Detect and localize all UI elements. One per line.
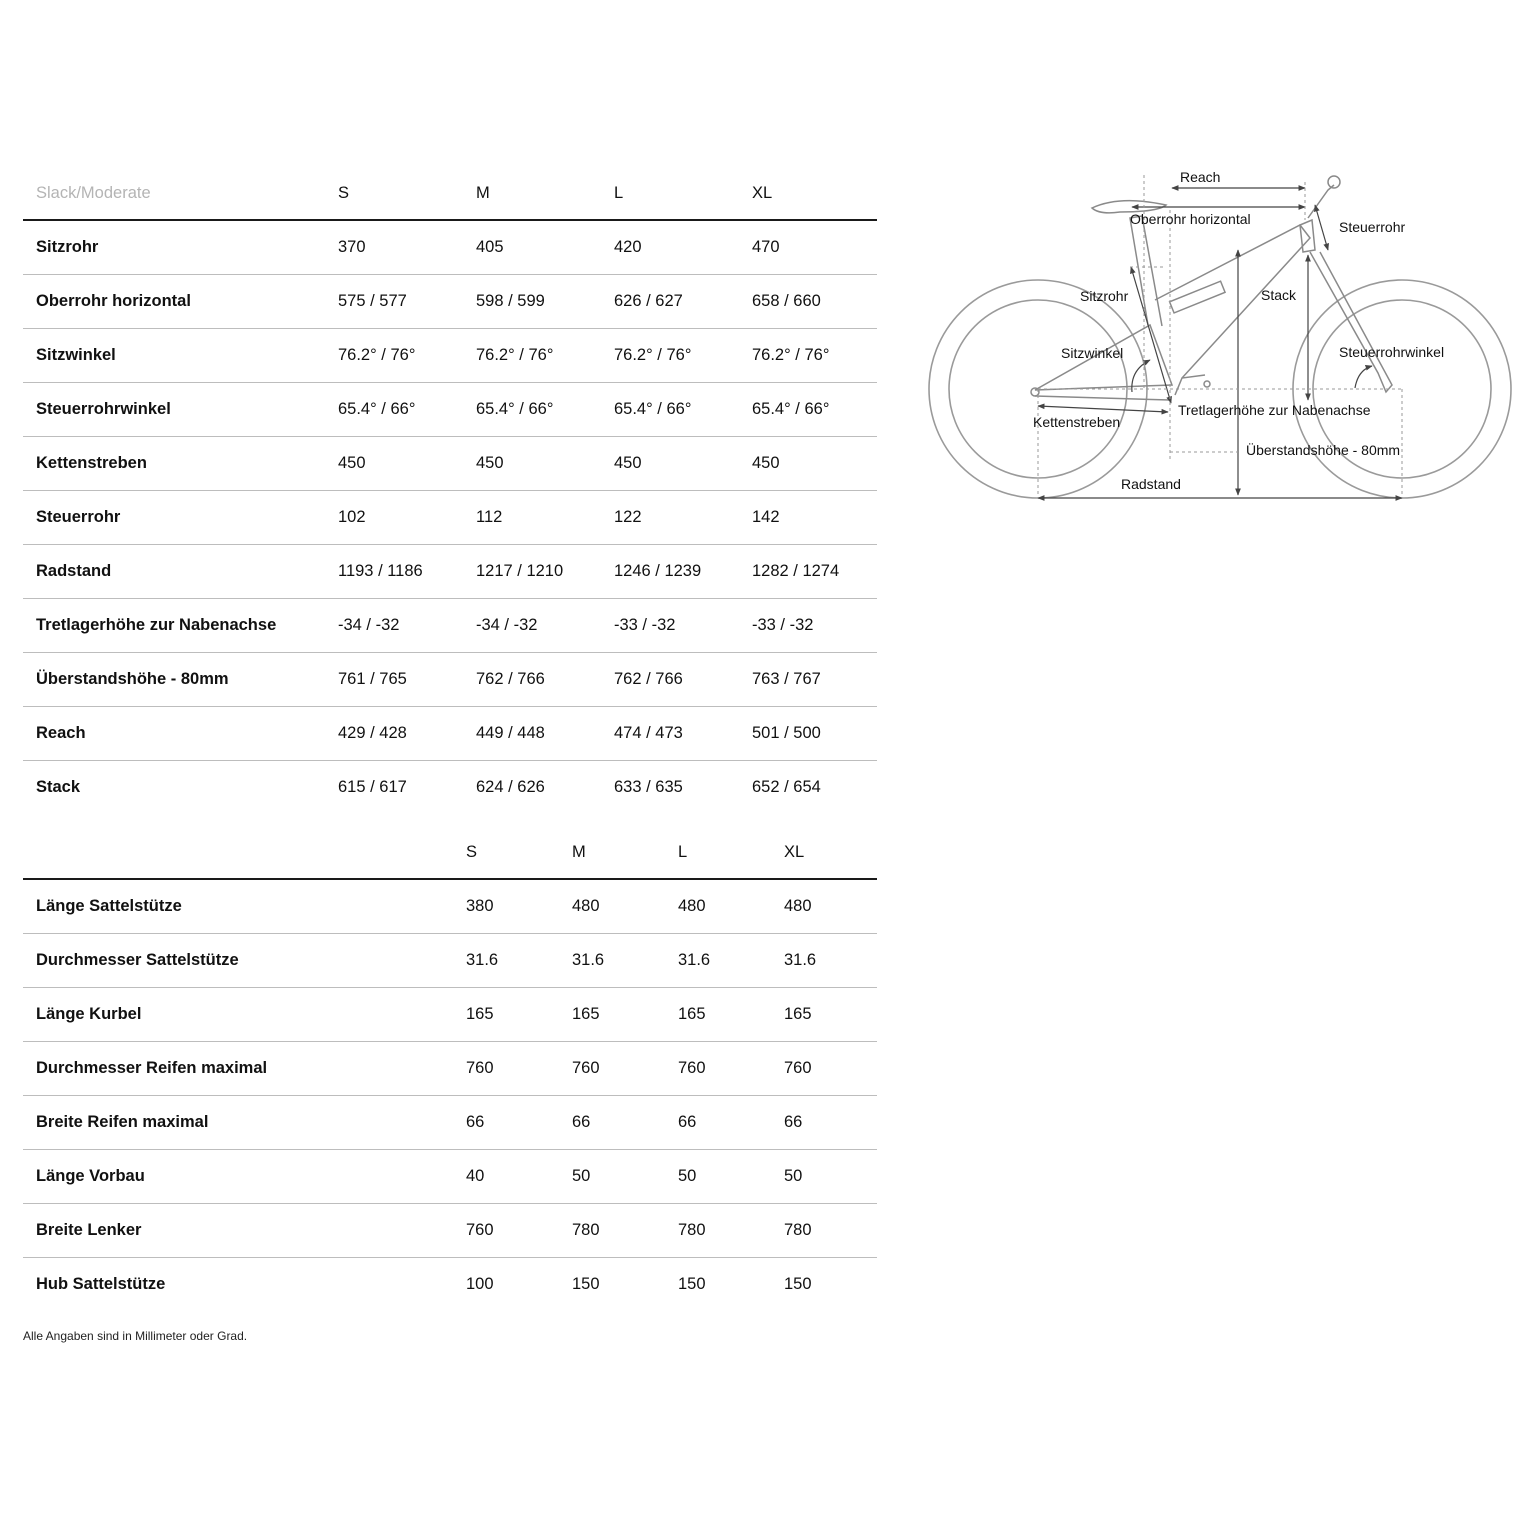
cell-value: 761 / 765: [338, 670, 407, 688]
cell-value: 405: [476, 238, 504, 256]
cell-value: 66: [466, 1113, 485, 1131]
label-sitzwinkel: Sitzwinkel: [1061, 345, 1124, 361]
cell-value: 450: [476, 454, 504, 472]
table-row: [23, 491, 877, 545]
cell-value: 65.4° / 66°: [476, 400, 554, 418]
cell-value: 165: [784, 1005, 812, 1023]
table-row: [23, 275, 877, 329]
row-label: Stack: [36, 778, 81, 796]
cell-value: 76.2° / 76°: [476, 346, 554, 364]
cell-value: 66: [572, 1113, 591, 1131]
cell-value: 50: [784, 1167, 803, 1185]
cell-value: 102: [338, 508, 366, 526]
table-row: [23, 221, 877, 275]
footnote: Alle Angaben sind in Millimeter oder Grad.: [23, 1329, 248, 1343]
row-label: Überstandshöhe - 80mm: [36, 670, 229, 688]
cell-value: 780: [572, 1221, 600, 1239]
label-sitzrohr: Sitzrohr: [1080, 288, 1129, 304]
row-label: Oberrohr horizontal: [36, 292, 191, 310]
table-row: [23, 383, 877, 437]
cell-value: 165: [572, 1005, 600, 1023]
table-row: [23, 761, 877, 814]
cell-value: 76.2° / 76°: [614, 346, 692, 364]
cell-value: 65.4° / 66°: [614, 400, 692, 418]
table-row: [23, 1258, 877, 1311]
table-row: [23, 934, 877, 988]
cell-value: 762 / 766: [476, 670, 545, 688]
label-steuerrohrwinkel: Steuerrohrwinkel: [1339, 344, 1445, 360]
cell-value: 450: [614, 454, 642, 472]
cell-value: 575 / 577: [338, 292, 407, 310]
geometry-table-header: [23, 167, 877, 221]
cell-value: 76.2° / 76°: [338, 346, 416, 364]
cell-value: 480: [678, 897, 706, 915]
size-header-xl: XL: [752, 184, 773, 202]
cell-value: 470: [752, 238, 780, 256]
cell-value: 165: [466, 1005, 494, 1023]
cell-value: 150: [678, 1275, 706, 1293]
size-header-s: S: [466, 843, 478, 861]
cell-value: 760: [466, 1059, 494, 1077]
cell-value: 449 / 448: [476, 724, 545, 742]
table-row: [23, 1150, 877, 1204]
row-label: Steuerrohr: [36, 508, 121, 526]
cell-value: 760: [678, 1059, 706, 1077]
cell-value: 1217 / 1210: [476, 562, 564, 580]
cell-value: 150: [572, 1275, 600, 1293]
cell-value: 50: [572, 1167, 591, 1185]
cell-value: 760: [466, 1221, 494, 1239]
row-label: Radstand: [36, 562, 112, 580]
row-label: Reach: [36, 724, 86, 742]
size-header-l: L: [614, 184, 624, 202]
cell-value: 480: [572, 897, 600, 915]
cell-value: 760: [572, 1059, 600, 1077]
label-kettenstreben: Kettenstreben: [1033, 414, 1121, 430]
cell-value: 480: [784, 897, 812, 915]
geometry-variant-label: Slack/Moderate: [36, 184, 151, 202]
size-header-m: M: [572, 843, 586, 861]
table-row: [23, 437, 877, 491]
cell-value: 50: [678, 1167, 697, 1185]
size-header-s: S: [338, 184, 350, 202]
row-label: Länge Kurbel: [36, 1005, 142, 1023]
cell-value: 112: [476, 508, 503, 526]
cell-value: 1282 / 1274: [752, 562, 840, 580]
row-label: Länge Vorbau: [36, 1167, 145, 1185]
cell-value: 1246 / 1239: [614, 562, 702, 580]
components-table: [23, 826, 877, 1311]
cell-value: 31.6: [678, 951, 711, 969]
table-row: [23, 1204, 877, 1258]
table-row: [23, 707, 877, 761]
table-row: [23, 545, 877, 599]
steuerrohr-arrow: [1315, 205, 1328, 250]
row-label: Tretlagerhöhe zur Nabenachse: [36, 616, 277, 634]
cell-value: 652 / 654: [752, 778, 821, 796]
cell-value: 165: [678, 1005, 706, 1023]
cell-value: 122: [614, 508, 642, 526]
table-row: [23, 880, 877, 934]
row-label: Sitzwinkel: [36, 346, 116, 364]
cell-value: -33 / -32: [614, 616, 676, 634]
size-header-m: M: [476, 184, 490, 202]
cell-value: 429 / 428: [338, 724, 407, 742]
cell-value: 615 / 617: [338, 778, 407, 796]
cell-value: 624 / 626: [476, 778, 545, 796]
cell-value: 780: [784, 1221, 812, 1239]
cell-value: 142: [752, 508, 780, 526]
cell-value: 598 / 599: [476, 292, 545, 310]
cell-value: 66: [784, 1113, 803, 1131]
cell-value: 762 / 766: [614, 670, 683, 688]
table-row: [23, 329, 877, 383]
cell-value: 66: [678, 1113, 697, 1131]
cell-value: 370: [338, 238, 366, 256]
cell-value: 501 / 500: [752, 724, 821, 742]
cell-value: -34 / -32: [338, 616, 400, 634]
components-table-header: [23, 826, 877, 880]
row-label: Kettenstreben: [36, 454, 147, 472]
row-label: Durchmesser Sattelstütze: [36, 951, 239, 969]
label-radstand: Radstand: [1121, 476, 1181, 492]
label-stack: Stack: [1261, 287, 1297, 303]
steuerrohrwinkel-arc: [1355, 366, 1372, 388]
row-label: Breite Lenker: [36, 1221, 142, 1239]
cell-value: 31.6: [466, 951, 499, 969]
cell-value: 65.4° / 66°: [752, 400, 830, 418]
cell-value: 380: [466, 897, 494, 915]
row-label: Sitzrohr: [36, 238, 99, 256]
kettenstreben-arrow: [1038, 406, 1168, 412]
size-header-xl: XL: [784, 843, 805, 861]
table-row: [23, 988, 877, 1042]
sitzrohr-arrow: [1131, 267, 1171, 403]
row-label: Hub Sattelstütze: [36, 1275, 166, 1293]
row-label: Steuerrohrwinkel: [36, 400, 171, 418]
cell-value: 780: [678, 1221, 706, 1239]
table-row: [23, 1096, 877, 1150]
table-row: [23, 653, 877, 707]
cell-value: 100: [466, 1275, 494, 1293]
cell-value: 1193 / 1186: [338, 562, 423, 580]
bike-geometry-diagram: [920, 160, 1520, 510]
size-header-l: L: [678, 843, 688, 861]
label-oberrohr: Oberrohr horizontal: [1130, 211, 1251, 227]
cell-value: 65.4° / 66°: [338, 400, 416, 418]
cell-value: 76.2° / 76°: [752, 346, 830, 364]
cell-value: 474 / 473: [614, 724, 683, 742]
label-steuerrohr: Steuerrohr: [1339, 219, 1406, 235]
cell-value: 40: [466, 1167, 485, 1185]
cell-value: 626 / 627: [614, 292, 683, 310]
cell-value: 760: [784, 1059, 812, 1077]
row-label: Durchmesser Reifen maximal: [36, 1059, 268, 1077]
cell-value: -33 / -32: [752, 616, 814, 634]
cell-value: 31.6: [572, 951, 605, 969]
geometry-table: [23, 167, 877, 814]
label-reach: Reach: [1180, 169, 1221, 185]
row-label: Länge Sattelstütze: [36, 897, 182, 915]
cell-value: 31.6: [784, 951, 817, 969]
cell-value: 450: [338, 454, 366, 472]
row-label: Breite Reifen maximal: [36, 1113, 209, 1131]
table-row: [23, 599, 877, 653]
cell-value: 633 / 635: [614, 778, 683, 796]
cell-value: -34 / -32: [476, 616, 538, 634]
label-tretlager: Tretlagerhöhe zur Nabenachse: [1178, 402, 1371, 418]
cell-value: 763 / 767: [752, 670, 821, 688]
cell-value: 150: [784, 1275, 812, 1293]
label-ueberstand: Überstandshöhe - 80mm: [1246, 442, 1401, 458]
table-row: [23, 1042, 877, 1096]
cell-value: 420: [614, 238, 642, 256]
cell-value: 450: [752, 454, 780, 472]
cell-value: 658 / 660: [752, 292, 821, 310]
